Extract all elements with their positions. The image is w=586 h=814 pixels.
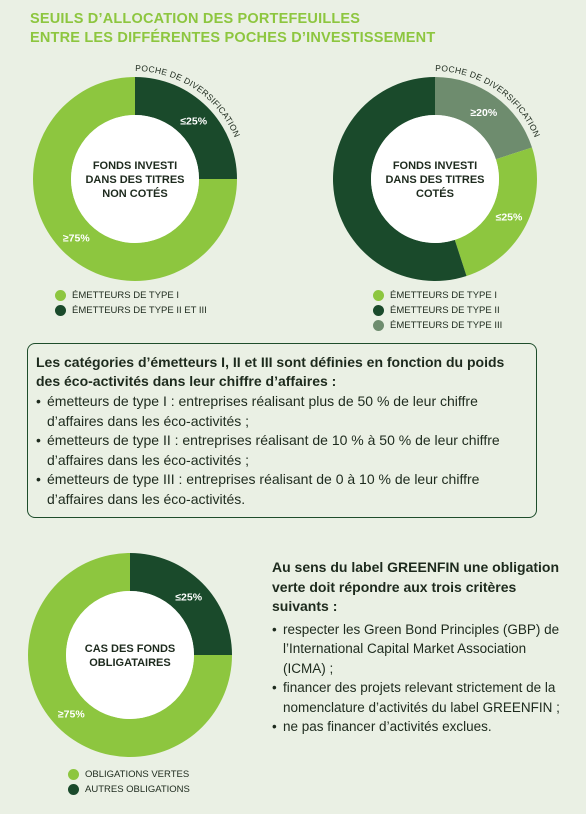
greenfin-criteria-list bbox=[272, 620, 572, 737]
issuer-categories-box bbox=[27, 343, 537, 518]
legend-item bbox=[373, 303, 502, 317]
page-title-line-1: SEUILS D’ALLOCATION DES PORTEFEUILLES bbox=[30, 11, 361, 27]
greenfin-criterion-item: • respecter les Green Bond Principles (GBP) de l’International Capital Market Association (ICMA) ; bbox=[272, 620, 572, 679]
legend-label: OBLIGATIONS VERTES bbox=[85, 768, 190, 780]
legend-item bbox=[68, 767, 190, 781]
issuer-category-item: • émetteurs de type I : entreprises réalisant plus de 50 % de leur chiffre d’affaires dans les éco-activités ; bbox=[36, 392, 522, 431]
diversification-pocket-label: POCHE DE DIVERSIFICATION bbox=[435, 62, 543, 139]
slice-value-label: ≤25% bbox=[495, 211, 523, 224]
greenfin-lead: Au sens du label GREENFIN une obligation verte doit répondre aux trois critères suivants : bbox=[272, 559, 560, 614]
greenfin-criteria bbox=[272, 558, 572, 737]
donut-center-label: FONDS INVESTI bbox=[392, 160, 478, 172]
donut-center-label: COTÉS bbox=[416, 188, 454, 200]
legend-swatch bbox=[68, 784, 79, 795]
legend-label: AUTRES OBLIGATIONS bbox=[85, 783, 190, 795]
legend-label: ÉMETTEURS DE TYPE I bbox=[390, 289, 497, 301]
legend-listed bbox=[373, 288, 502, 333]
slice-value-label: ≤25% bbox=[175, 591, 203, 604]
legend-item bbox=[68, 782, 190, 796]
donut-center-label: OBLIGATAIRES bbox=[89, 657, 171, 669]
legend-swatch bbox=[373, 305, 384, 316]
slice-value-label: ≤25% bbox=[180, 115, 208, 128]
donut-center-label: CAS DES FONDS bbox=[84, 643, 176, 655]
legend-item bbox=[55, 288, 207, 302]
legend-bond-funds bbox=[68, 767, 190, 797]
donut-hole bbox=[66, 591, 194, 719]
slice-value-label: ≥75% bbox=[62, 232, 90, 245]
issuer-categories-list bbox=[36, 392, 522, 509]
issuer-category-item: • émetteurs de type III : entreprises réalisant de 0 à 10 % de leur chiffre d’affaires dans les éco-activités. bbox=[36, 470, 522, 509]
diversification-pocket-label: POCHE DE DIVERSIFICATION bbox=[135, 62, 243, 139]
legend-label: ÉMETTEURS DE TYPE III bbox=[390, 319, 503, 331]
legend-swatch bbox=[55, 290, 66, 301]
page-title bbox=[30, 10, 435, 48]
legend-non-listed bbox=[55, 288, 207, 318]
donut-center-label: DANS DES TITRES bbox=[385, 174, 485, 186]
donut-center-label: DANS DES TITRES bbox=[85, 174, 185, 186]
legend-swatch bbox=[68, 769, 79, 780]
page-title-line-2: ENTRE LES DIFFÉRENTES POCHES D’INVESTISSEMENT bbox=[30, 30, 436, 46]
donut-chart-bond-funds bbox=[25, 540, 235, 760]
slice-value-label: ≥75% bbox=[57, 708, 85, 721]
legend-swatch bbox=[55, 305, 66, 316]
legend-label: ÉMETTEURS DE TYPE II bbox=[390, 304, 500, 316]
donut-chart-non-listed bbox=[30, 62, 243, 284]
donut-center-label: NON COTÉS bbox=[102, 188, 168, 200]
legend-label: ÉMETTEURS DE TYPE II ET III bbox=[72, 304, 207, 316]
legend-swatch bbox=[373, 320, 384, 331]
legend-item bbox=[373, 288, 502, 302]
issuer-category-item: • émetteurs de type II : entreprises réalisant de 10 % à 50 % de leur chiffre d’affaires dans les éco-activités ; bbox=[36, 431, 522, 470]
donut-chart-listed bbox=[330, 62, 543, 284]
greenfin-criterion-item: • ne pas financer d’activités exclues. bbox=[272, 717, 572, 737]
legend-swatch bbox=[373, 290, 384, 301]
legend-label: ÉMETTEURS DE TYPE I bbox=[72, 289, 179, 301]
legend-item bbox=[373, 318, 502, 332]
greenfin-criterion-item: • financer des projets relevant strictement de la nomenclature d’activités du label GREENFIN ; bbox=[272, 678, 572, 717]
legend-item bbox=[55, 303, 207, 317]
donut-center-label: FONDS INVESTI bbox=[92, 160, 178, 172]
issuer-categories-lead: Les catégories d’émetteurs I, II et III sont définies en fonction du poids des éco-activités dans leur chiffre d’affaires : bbox=[36, 354, 505, 389]
slice-value-label: ≥20% bbox=[470, 106, 498, 119]
